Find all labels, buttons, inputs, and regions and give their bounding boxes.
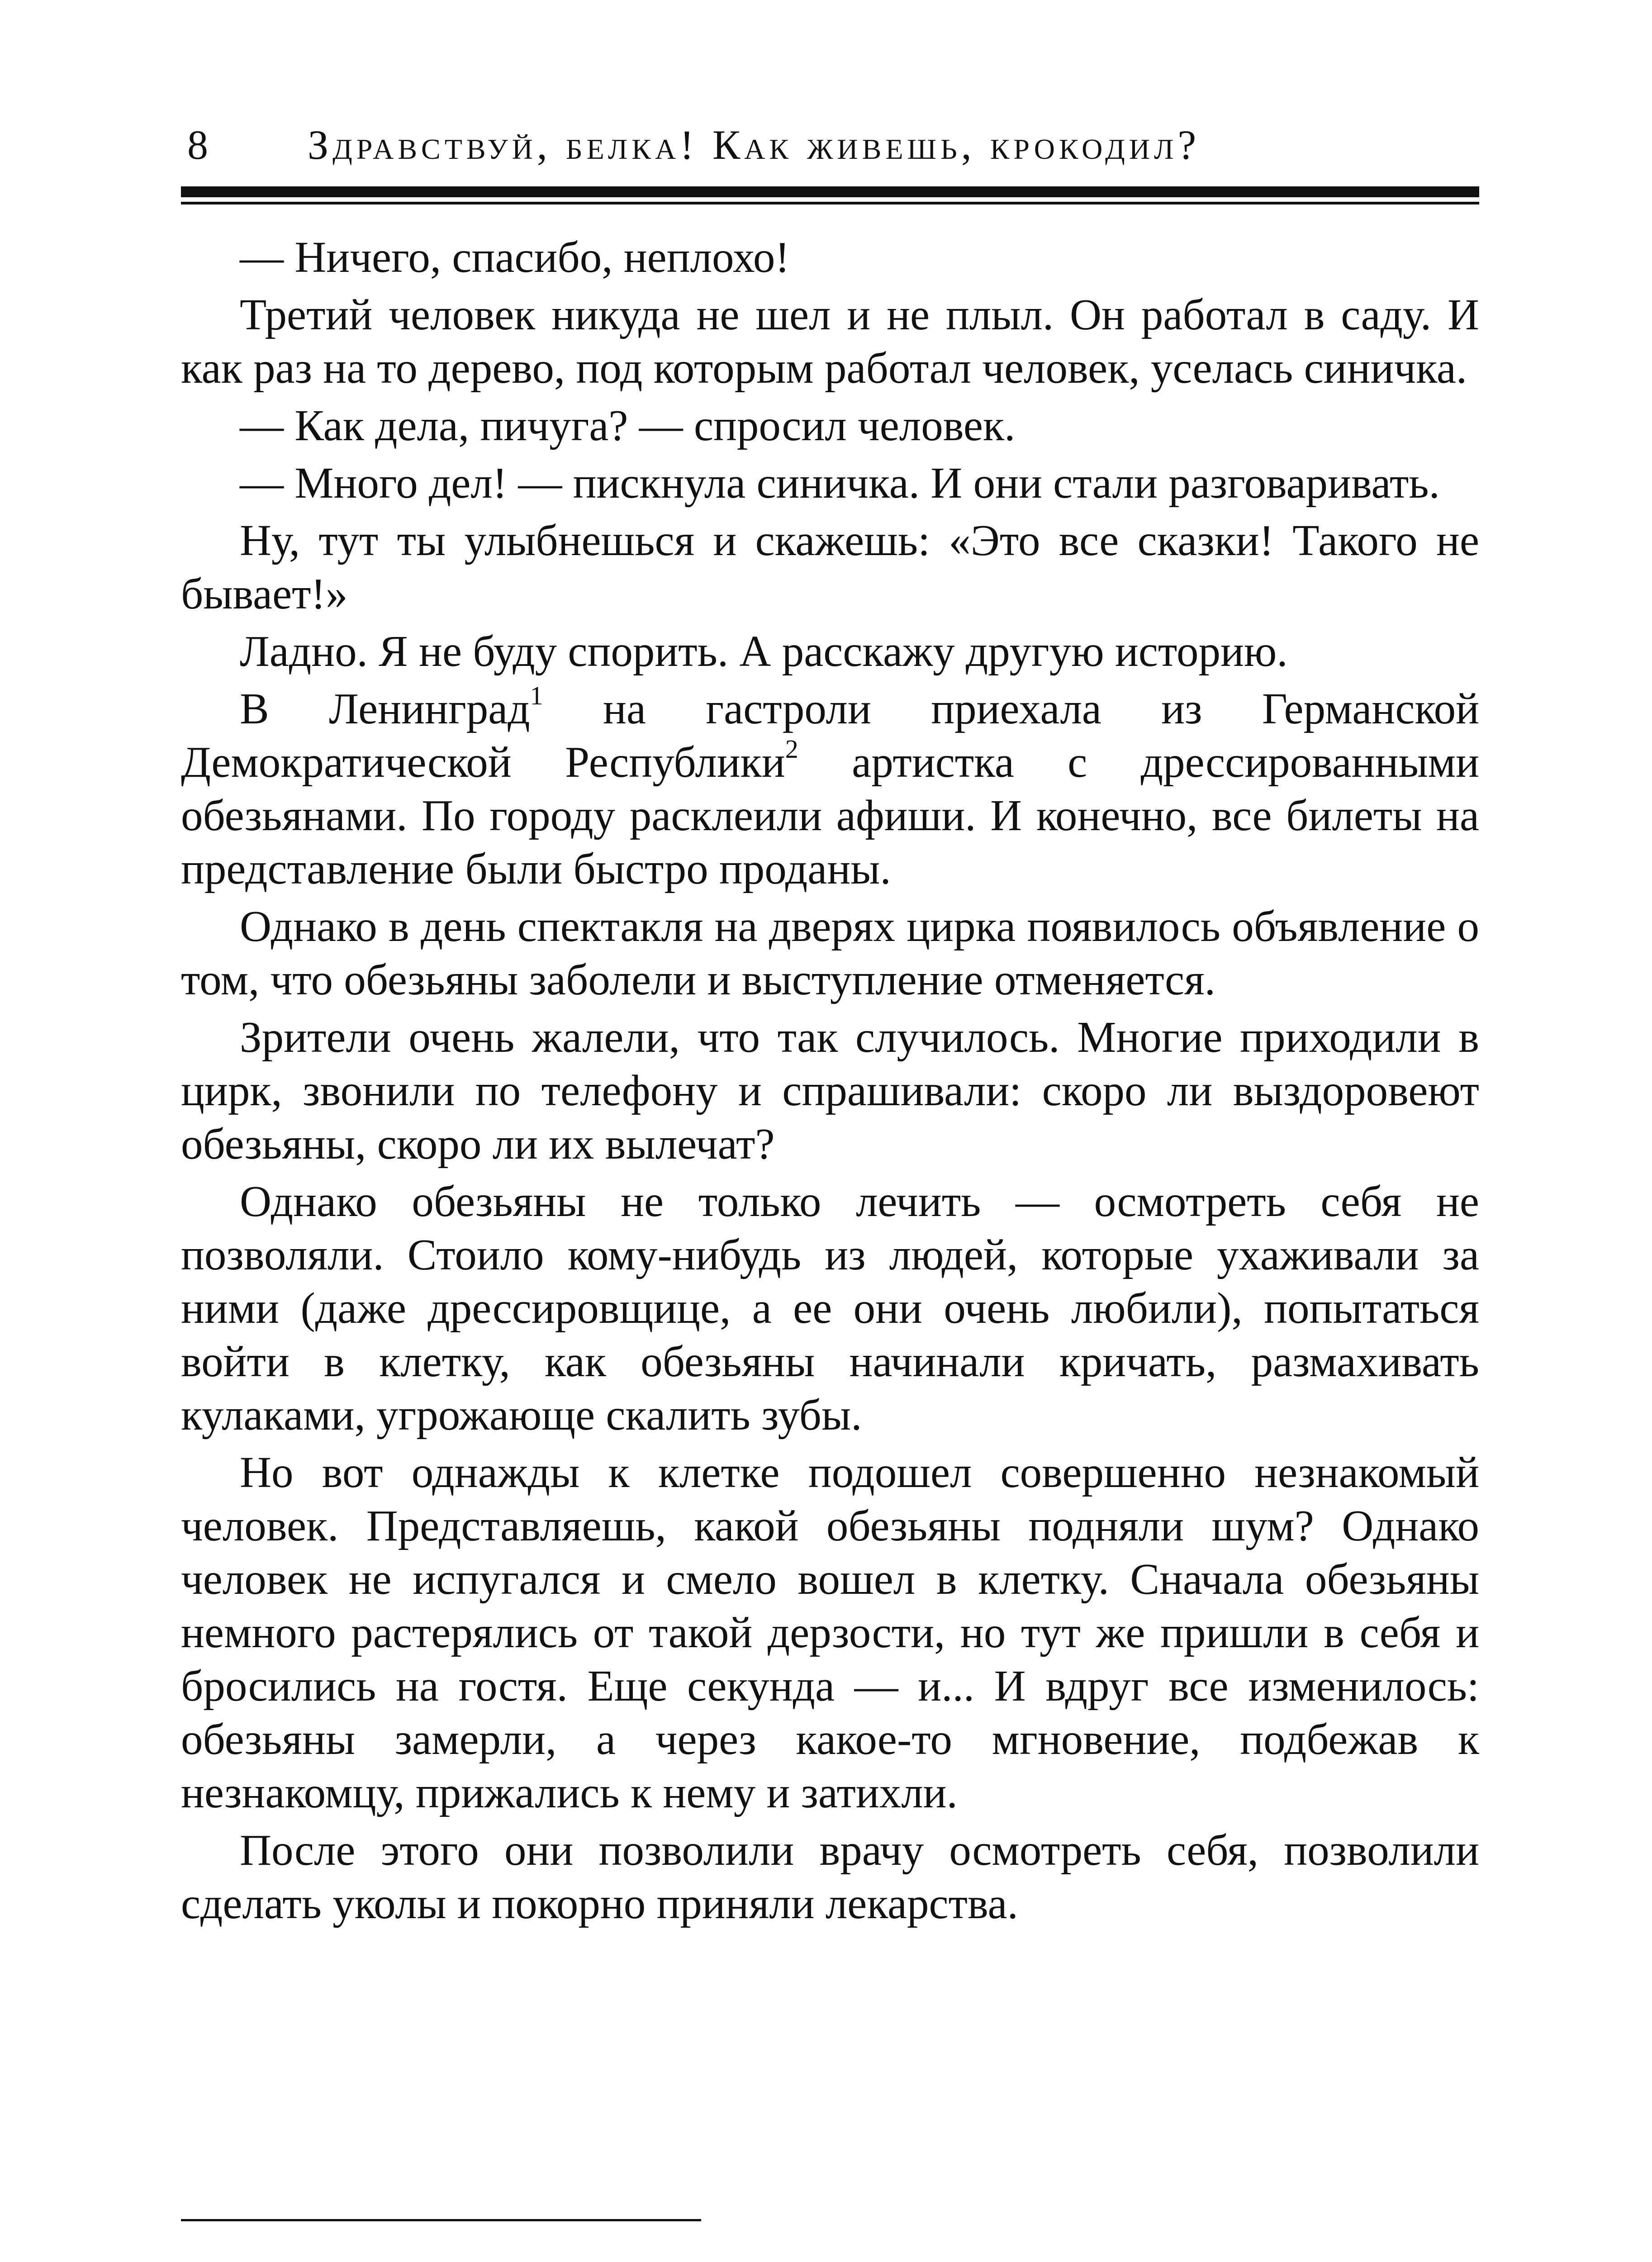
paragraph-with-footnotes — [181, 682, 1479, 896]
running-title: Здравствуй, белка! Как живешь, крокодил? — [308, 122, 1201, 168]
paragraph: — Ничего, спасибо, неплохо! — [240, 233, 790, 281]
paragraph: Ладно. Я не буду спорить. А расскажу другую историю. — [240, 627, 1288, 675]
paragraph-text: В Ленинград — [240, 684, 530, 733]
main-text — [181, 231, 1479, 1934]
paragraph: — Много дел! — пискнула синичка. И они стали разговаривать. — [240, 459, 1440, 507]
footnote-reference: 1 — [530, 681, 543, 710]
footnote-separator — [181, 2219, 701, 2221]
paragraph: Однако обезьяны не только лечить — осмотреть себя не позволяли. Стоило кому-нибудь из людей, которые ухаживали за ними (даже дрессировщице, а ее они очень любили), попытаться войти в клетку, как обезьяны начинали кричать, размахивать кулаками, угрожающе скалить зубы. — [181, 1177, 1479, 1439]
paragraph: — Как дела, пичуга? — спросил человек. — [240, 401, 1016, 450]
paragraph-text: на гастроли приехала из Германской Демократической Республики — [181, 684, 1479, 786]
header-rule-thin — [181, 202, 1479, 204]
running-header — [181, 102, 1479, 170]
paragraph: Однако в день спектакля на дверях цирка появилось объявление о том, что обезьяны заболели и выступление отменяется. — [181, 902, 1479, 1004]
paragraph: Ну, тут ты улыбнешься и скажешь: «Это все сказки! Такого не бывает!» — [181, 516, 1479, 618]
paragraph: Но вот однажды к клетке подошел совершенно незнакомый человек. Представляешь, какой обезьяны подняли шум? Однако человек не испугался и смело вошел в клетку. Сначала обезьяны немного растерялись от такой дерзости, но тут же пришли в себя и бросились на гостя. Еще секунда — и... И вдруг все изменилось: обезьяны замерли, а через какое-то мгновение, подбежав к незнакомцу, прижались к нему и затихли. — [181, 1448, 1479, 1817]
page-number: 8 — [187, 122, 208, 168]
paragraph-text: артистка с дрессированными обезьянами. По городу расклеили афиши. И конечно, все билеты на представление были быстро проданы. — [181, 738, 1479, 893]
paragraph: Зрители очень жалели, что так случилось. Многие приходили в цирк, звонили по телефону и спрашивали: скоро ли выздоровеют обезьяны, скоро ли их вылечат? — [181, 1013, 1479, 1168]
paragraph: После этого они позволили врачу осмотреть себя, позволили сделать уколы и покорно приняли лекарства. — [181, 1826, 1479, 1928]
footnote-reference: 2 — [785, 734, 798, 764]
paragraph: Третий человек никуда не шел и не плыл. Он работал в саду. И как раз на то дерево, под которым работал человек, уселась синичка. — [181, 290, 1479, 392]
header-rule-thick — [181, 186, 1479, 197]
